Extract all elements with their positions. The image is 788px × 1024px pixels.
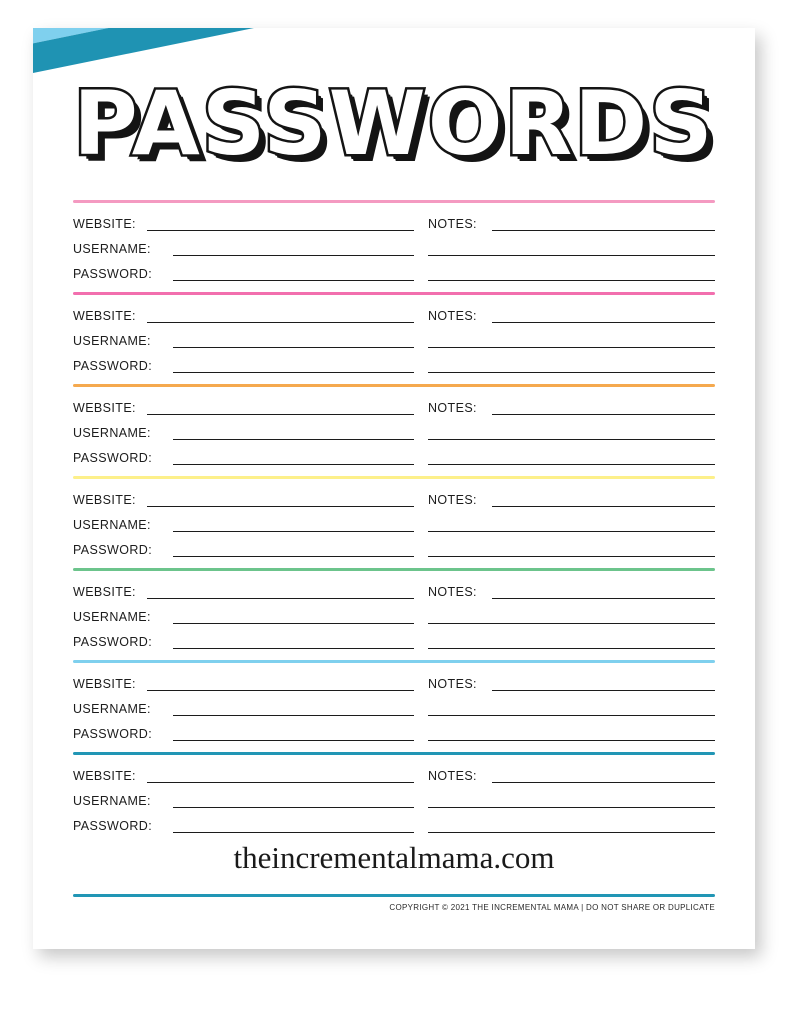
entry-right-column (428, 393, 715, 468)
notes-line-2-row (428, 326, 715, 351)
entry-divider (73, 200, 715, 203)
notes-line-3-row (428, 351, 715, 376)
entry-right-column (428, 669, 715, 744)
password-entry (73, 200, 715, 292)
password-input[interactable] (173, 371, 414, 373)
notes-row (428, 761, 715, 786)
password-entry (73, 568, 715, 660)
copyright-notice: COPYRIGHT © 2021 THE INCREMENTAL MAMA | DO NOT SHARE OR DUPLICATE (389, 903, 715, 912)
website-input[interactable] (147, 413, 414, 415)
username-row (73, 602, 428, 627)
username-row (73, 786, 428, 811)
notes-line-3-row (428, 535, 715, 560)
website-label: WEBSITE: (73, 585, 136, 599)
website-row (73, 761, 428, 786)
notes-input[interactable] (492, 505, 715, 507)
entry-left-column (73, 393, 428, 468)
notes-input[interactable] (492, 229, 715, 231)
username-input[interactable] (173, 714, 414, 716)
notes-line-3-row (428, 259, 715, 284)
username-input[interactable] (173, 530, 414, 532)
entry-right-column (428, 577, 715, 652)
entry-right-column (428, 301, 715, 376)
website-input[interactable] (147, 597, 414, 599)
notes-line-3-input[interactable] (428, 647, 715, 649)
password-entry (73, 752, 715, 844)
notes-row (428, 669, 715, 694)
notes-line-3-input[interactable] (428, 371, 715, 373)
entry-right-column (428, 761, 715, 836)
username-row (73, 694, 428, 719)
notes-label: NOTES: (428, 309, 477, 323)
password-input[interactable] (173, 831, 414, 833)
notes-line-3-row (428, 627, 715, 652)
website-input[interactable] (147, 505, 414, 507)
username-row (73, 418, 428, 443)
notes-line-3-input[interactable] (428, 739, 715, 741)
entry-divider (73, 660, 715, 663)
password-input[interactable] (173, 555, 414, 557)
notes-line-3-row (428, 443, 715, 468)
notes-label: NOTES: (428, 769, 477, 783)
username-input[interactable] (173, 438, 414, 440)
notes-label: NOTES: (428, 677, 477, 691)
password-label: PASSWORD: (73, 359, 153, 373)
notes-label: NOTES: (428, 493, 477, 507)
password-entry (73, 384, 715, 476)
entry-right-column (428, 209, 715, 284)
username-label: USERNAME: (73, 242, 151, 256)
entry-divider (73, 292, 715, 295)
notes-row (428, 485, 715, 510)
password-input[interactable] (173, 279, 414, 281)
password-row (73, 443, 428, 468)
entry-divider (73, 752, 715, 755)
website-label: WEBSITE: (73, 309, 136, 323)
notes-line-2-row (428, 510, 715, 535)
website-row (73, 301, 428, 326)
password-row (73, 719, 428, 744)
notes-input[interactable] (492, 597, 715, 599)
notes-line-2-row (428, 694, 715, 719)
entry-divider (73, 568, 715, 571)
username-label: USERNAME: (73, 334, 151, 348)
website-label: WEBSITE: (73, 769, 136, 783)
username-input[interactable] (173, 254, 414, 256)
notes-line-2-row (428, 602, 715, 627)
password-label: PASSWORD: (73, 819, 153, 833)
notes-line-2-input[interactable] (428, 438, 715, 440)
website-input[interactable] (147, 689, 414, 691)
website-input[interactable] (147, 229, 414, 231)
notes-label: NOTES: (428, 217, 477, 231)
password-label: PASSWORD: (73, 267, 153, 281)
username-row (73, 326, 428, 351)
entry-right-column (428, 485, 715, 560)
notes-line-3-input[interactable] (428, 555, 715, 557)
website-row (73, 669, 428, 694)
website-row (73, 577, 428, 602)
notes-input[interactable] (492, 413, 715, 415)
username-label: USERNAME: (73, 518, 151, 532)
password-row (73, 627, 428, 652)
website-input[interactable] (147, 321, 414, 323)
notes-line-3-row (428, 811, 715, 836)
notes-input[interactable] (492, 689, 715, 691)
notes-line-2-input[interactable] (428, 622, 715, 624)
footer-divider (73, 894, 715, 897)
username-input[interactable] (173, 622, 414, 624)
notes-line-3-row (428, 719, 715, 744)
password-input[interactable] (173, 647, 414, 649)
username-input[interactable] (173, 806, 414, 808)
entry-left-column (73, 485, 428, 560)
notes-line-2-row (428, 234, 715, 259)
password-input[interactable] (173, 463, 414, 465)
notes-line-2-row (428, 786, 715, 811)
entry-left-column (73, 669, 428, 744)
notes-line-3-input[interactable] (428, 463, 715, 465)
website-row (73, 485, 428, 510)
page-title: PASSWORDS (73, 72, 715, 175)
notes-row (428, 393, 715, 418)
notes-label: NOTES: (428, 401, 477, 415)
website-label: WEBSITE: (73, 217, 136, 231)
password-label: PASSWORD: (73, 543, 153, 557)
notes-line-2-input[interactable] (428, 254, 715, 256)
username-input[interactable] (173, 346, 414, 348)
username-label: USERNAME: (73, 702, 151, 716)
entry-divider (73, 384, 715, 387)
website-label: WEBSITE: (73, 401, 136, 415)
username-label: USERNAME: (73, 426, 151, 440)
website-row (73, 209, 428, 234)
password-row (73, 351, 428, 376)
rainbow-stripe-7 (33, 28, 755, 77)
entry-left-column (73, 301, 428, 376)
password-row (73, 259, 428, 284)
notes-label: NOTES: (428, 585, 477, 599)
notes-line-2-input[interactable] (428, 714, 715, 716)
watermark-text: theincrementalmama.com (233, 840, 555, 875)
entry-left-column (73, 761, 428, 836)
password-input[interactable] (173, 739, 414, 741)
printable-sheet (33, 28, 755, 949)
password-row (73, 811, 428, 836)
username-row (73, 234, 428, 259)
username-label: USERNAME: (73, 610, 151, 624)
notes-input[interactable] (492, 781, 715, 783)
notes-line-3-input[interactable] (428, 279, 715, 281)
password-label: PASSWORD: (73, 727, 153, 741)
entry-divider (73, 476, 715, 479)
notes-line-2-row (428, 418, 715, 443)
website-label: WEBSITE: (73, 677, 136, 691)
password-entry (73, 660, 715, 752)
notes-line-2-input[interactable] (428, 530, 715, 532)
password-label: PASSWORD: (73, 635, 153, 649)
password-row (73, 535, 428, 560)
notes-line-3-input[interactable] (428, 831, 715, 833)
password-entry (73, 476, 715, 568)
notes-row (428, 301, 715, 326)
website-label: WEBSITE: (73, 493, 136, 507)
username-label: USERNAME: (73, 794, 151, 808)
notes-input[interactable] (492, 321, 715, 323)
password-entry (73, 292, 715, 384)
password-entry-list (73, 200, 715, 844)
entry-left-column (73, 209, 428, 284)
username-row (73, 510, 428, 535)
website-input[interactable] (147, 781, 414, 783)
website-row (73, 393, 428, 418)
notes-line-2-input[interactable] (428, 346, 715, 348)
notes-line-2-input[interactable] (428, 806, 715, 808)
notes-row (428, 209, 715, 234)
entry-left-column (73, 577, 428, 652)
password-label: PASSWORD: (73, 451, 153, 465)
notes-row (428, 577, 715, 602)
